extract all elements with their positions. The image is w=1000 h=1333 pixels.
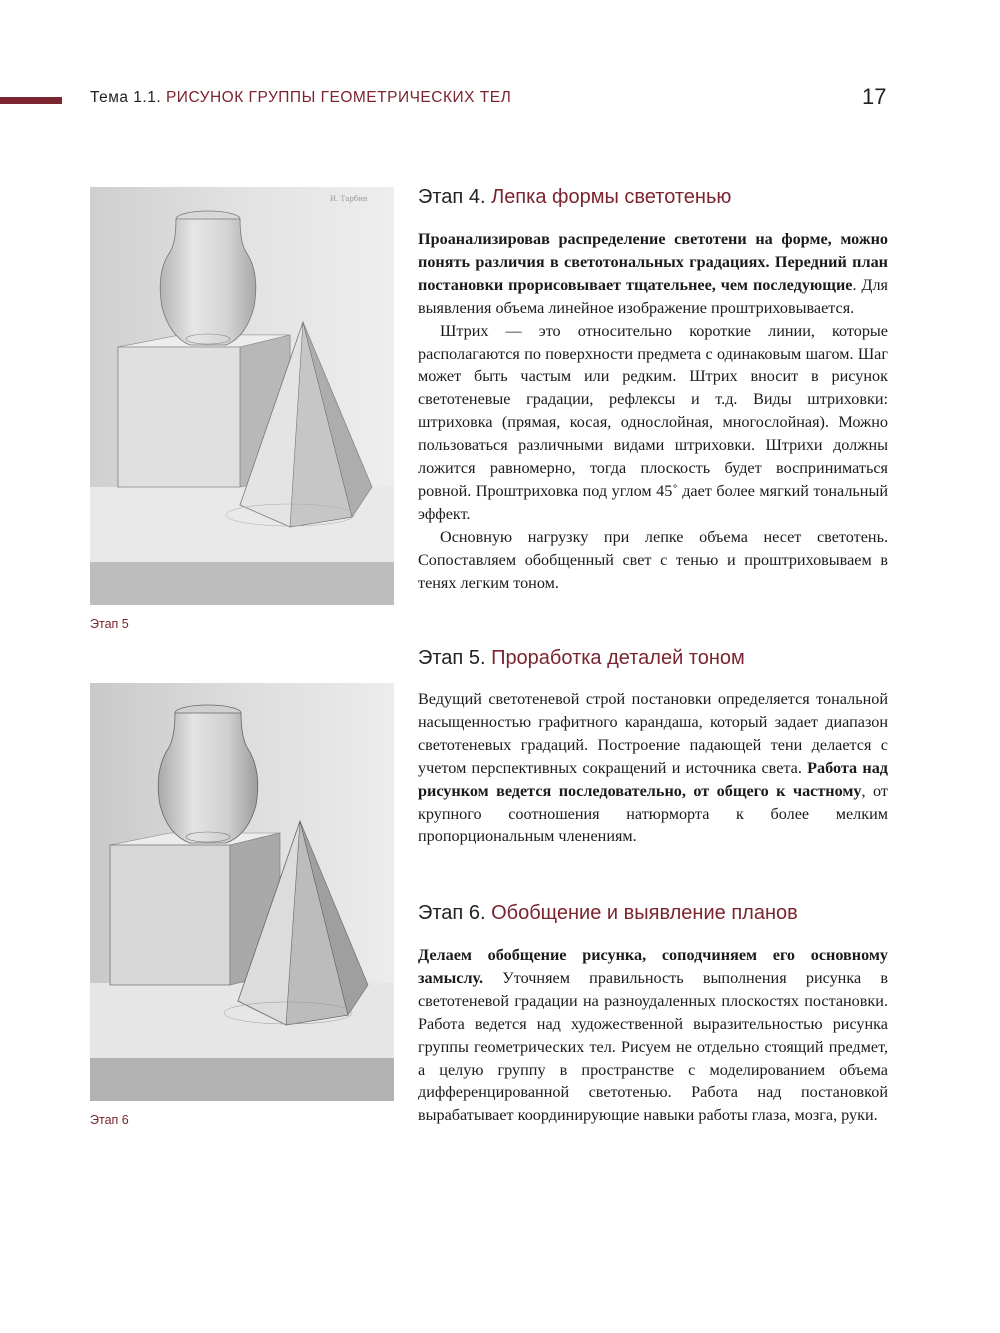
stage-body [418,688,888,848]
paragraph-text: Уточняем правильность выполнения рисунка в светотеневой градации на разноудаленных плоскостях постановки. Работа ведется над художественной выразительностью рисунка группы геометрических тел. Рисуем не отдельно стоящий предмет, а целую группу в пространстве с моделированием объема дифференцированной светотенью. Работа над постановкой вырабатывает координирующие навыки работы глаза, мозга, руки. [418,968,888,1125]
topic-number: Тема 1.1. [90,89,166,106]
stage-name: Обобщение и выявление планов [491,902,798,924]
stage-body [418,228,888,595]
topic-title: РИСУНОК ГРУППЫ ГЕОМЕТРИЧЕСКИХ ТЕЛ [165,89,512,106]
running-header [90,89,511,107]
figure-caption: Этап 6 [90,1113,129,1127]
paragraph-text: Ведущий светотеневой строй постановки определяется тональной насыщенностью графитного карандаша, который задает диапазон светотеневых градаций. Построение падающей тени делается с учетом перспективных сокращений и источника света. [418,690,888,777]
paragraph-text: , от крупного соотношения натюрморта к более мелким пропорциональным членениям. [418,781,888,846]
stage-body [418,944,888,1127]
bold-lead: Делаем обобщение рисунка, соподчиняем его основному замыслу. [418,946,888,987]
paragraph [418,944,888,1127]
bold-phrase: Работа над рисунком ведется последовательно, от общего к частному [418,758,888,800]
drawing-signature: И. Тарбин [330,195,368,203]
paragraph: Штрих — это относительно короткие линии, которые располагаются по поверхности предмета с одинаковым шагом. Шаг может быть частым или редким. Штрих вносит в рисунок светотеневые градации, рефлексы и т.д. Виды штриховки: штриховка (прямая, косая, однослойная, многослойная). Можно пользоваться различными видами штриховки. Штрихи должны ложится равномерно, тогда плоскость будет восприниматься ровной. Проштриховка под углом 45˚ дает более мягкий тональный эффект. [418,321,888,523]
stage-name: Проработка деталей тоном [491,647,745,669]
header-accent-bar [0,97,62,104]
stage-label: Этап 6. [418,902,486,924]
bold-lead: Проанализировав распределение светотени на форме, можно понять различия в светотональных градациях. Передний план постановки прорисовывает тщательнее, чем последующие [418,230,888,294]
paragraph-text: . Для выявления объема линейное изображение проштриховывается. [418,275,888,317]
paragraph [418,688,888,848]
page-number: 17 [862,84,887,109]
figure-caption: Этап 5 [90,617,129,631]
stage-heading [418,647,888,670]
paragraph [418,228,888,320]
pencil-drawing-image [90,187,394,605]
paragraph: Основную нагрузку при лепке объема несет светотень. Сопоставляем обобщенный свет с тенью и проштриховываем в тенях легким тоном. [418,527,888,592]
stage-label: Этап 4. [418,186,486,208]
figure-drawing-stage-5 [90,187,394,605]
figure-drawing-stage-6 [90,683,394,1101]
stage-label: Этап 5. [418,647,486,669]
stage-name: Лепка формы светотенью [491,186,732,208]
pencil-drawing-image [90,683,394,1101]
stage-heading [418,902,888,925]
stage-heading [418,186,888,209]
